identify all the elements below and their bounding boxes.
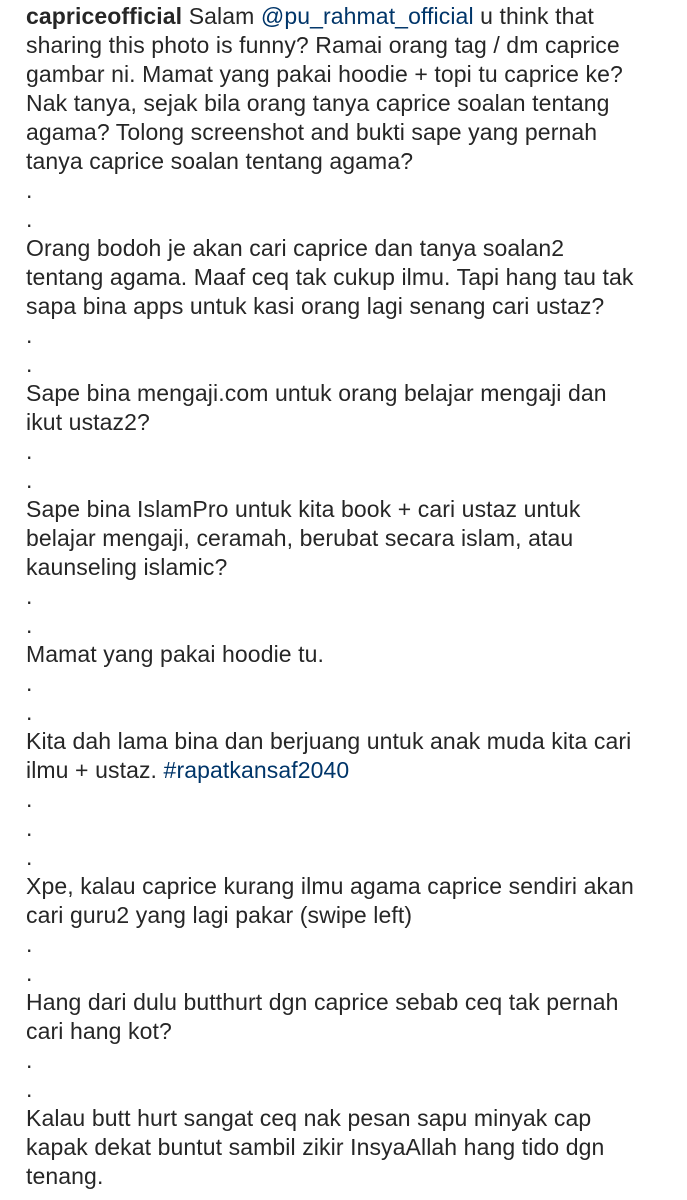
caption-line: Kalau butt hurt sangat ceq nak pesan sapu minyak cap <box>26 1105 592 1131</box>
dot-separator: . <box>26 786 33 812</box>
dot-separator: . <box>26 177 33 203</box>
username-link[interactable]: capriceofficial <box>26 3 183 29</box>
dot-separator: . <box>26 815 33 841</box>
caption-text: ilmu + ustaz. <box>26 757 164 783</box>
dot-separator: . <box>26 1076 33 1102</box>
mention-link[interactable]: @pu_rahmat_official <box>260 3 474 29</box>
caption-line: belajar mengaji, ceramah, berubat secara islam, atau <box>26 525 574 551</box>
caption-line: cari hang kot? <box>26 1018 172 1044</box>
caption-line: kapak dekat buntut sambil zikir InsyaAllah hang tido dgn <box>26 1134 605 1160</box>
caption-line: agama? Tolong screenshot and bukti sape yang pernah <box>26 119 598 145</box>
dot-separator: . <box>26 844 33 870</box>
caption-line <box>26 756 676 785</box>
dot-separator: . <box>26 351 33 377</box>
caption-line: tenang. <box>26 1163 104 1189</box>
caption-line: gambar ni. Mamat yang pakai hoodie + topi tu caprice ke? <box>26 61 623 87</box>
caption-line: tentang agama. Maaf ceq tak cukup ilmu. Tapi hang tau tak <box>26 264 634 290</box>
dot-separator: . <box>26 583 33 609</box>
dot-separator: . <box>26 438 33 464</box>
caption-line: sapa bina apps untuk kasi orang lagi senang cari ustaz? <box>26 293 605 319</box>
caption-line: kaunseling islamic? <box>26 554 228 580</box>
dot-separator: . <box>26 467 33 493</box>
caption-line: ikut ustaz2? <box>26 409 150 435</box>
caption-line: Sape bina mengaji.com untuk orang belajar mengaji dan <box>26 380 607 406</box>
hashtag-link[interactable]: #rapatkansaf2040 <box>163 757 350 783</box>
caption-line: sharing this photo is funny? Ramai orang tag / dm caprice <box>26 32 620 58</box>
caption-line: Orang bodoh je akan cari caprice dan tanya soalan2 <box>26 235 565 261</box>
caption-line: Xpe, kalau caprice kurang ilmu agama caprice sendiri akan <box>26 873 634 899</box>
caption-line: Hang dari dulu butthurt dgn caprice sebab ceq tak pernah <box>26 989 619 1015</box>
dot-separator: . <box>26 960 33 986</box>
dot-separator: . <box>26 612 33 638</box>
caption-line: Kita dah lama bina dan berjuang untuk anak muda kita cari <box>26 728 632 754</box>
dot-separator: . <box>26 670 33 696</box>
caption-line: cari guru2 yang lagi pakar (swipe left) <box>26 902 413 928</box>
dot-separator: . <box>26 931 33 957</box>
post-caption <box>26 2 676 1191</box>
caption-line: Mamat yang pakai hoodie tu. <box>26 641 325 667</box>
caption-line: Sape bina IslamPro untuk kita book + cari ustaz untuk <box>26 496 581 522</box>
caption-line: Nak tanya, sejak bila orang tanya caprice soalan tentang <box>26 90 610 116</box>
dot-separator: . <box>26 322 33 348</box>
dot-separator: . <box>26 206 33 232</box>
caption-line <box>26 2 676 31</box>
dot-separator: . <box>26 699 33 725</box>
caption-text: Salam <box>188 3 261 29</box>
caption-line: tanya caprice soalan tentang agama? <box>26 148 414 174</box>
dot-separator: . <box>26 1047 33 1073</box>
caption-text: u think that <box>473 3 594 29</box>
